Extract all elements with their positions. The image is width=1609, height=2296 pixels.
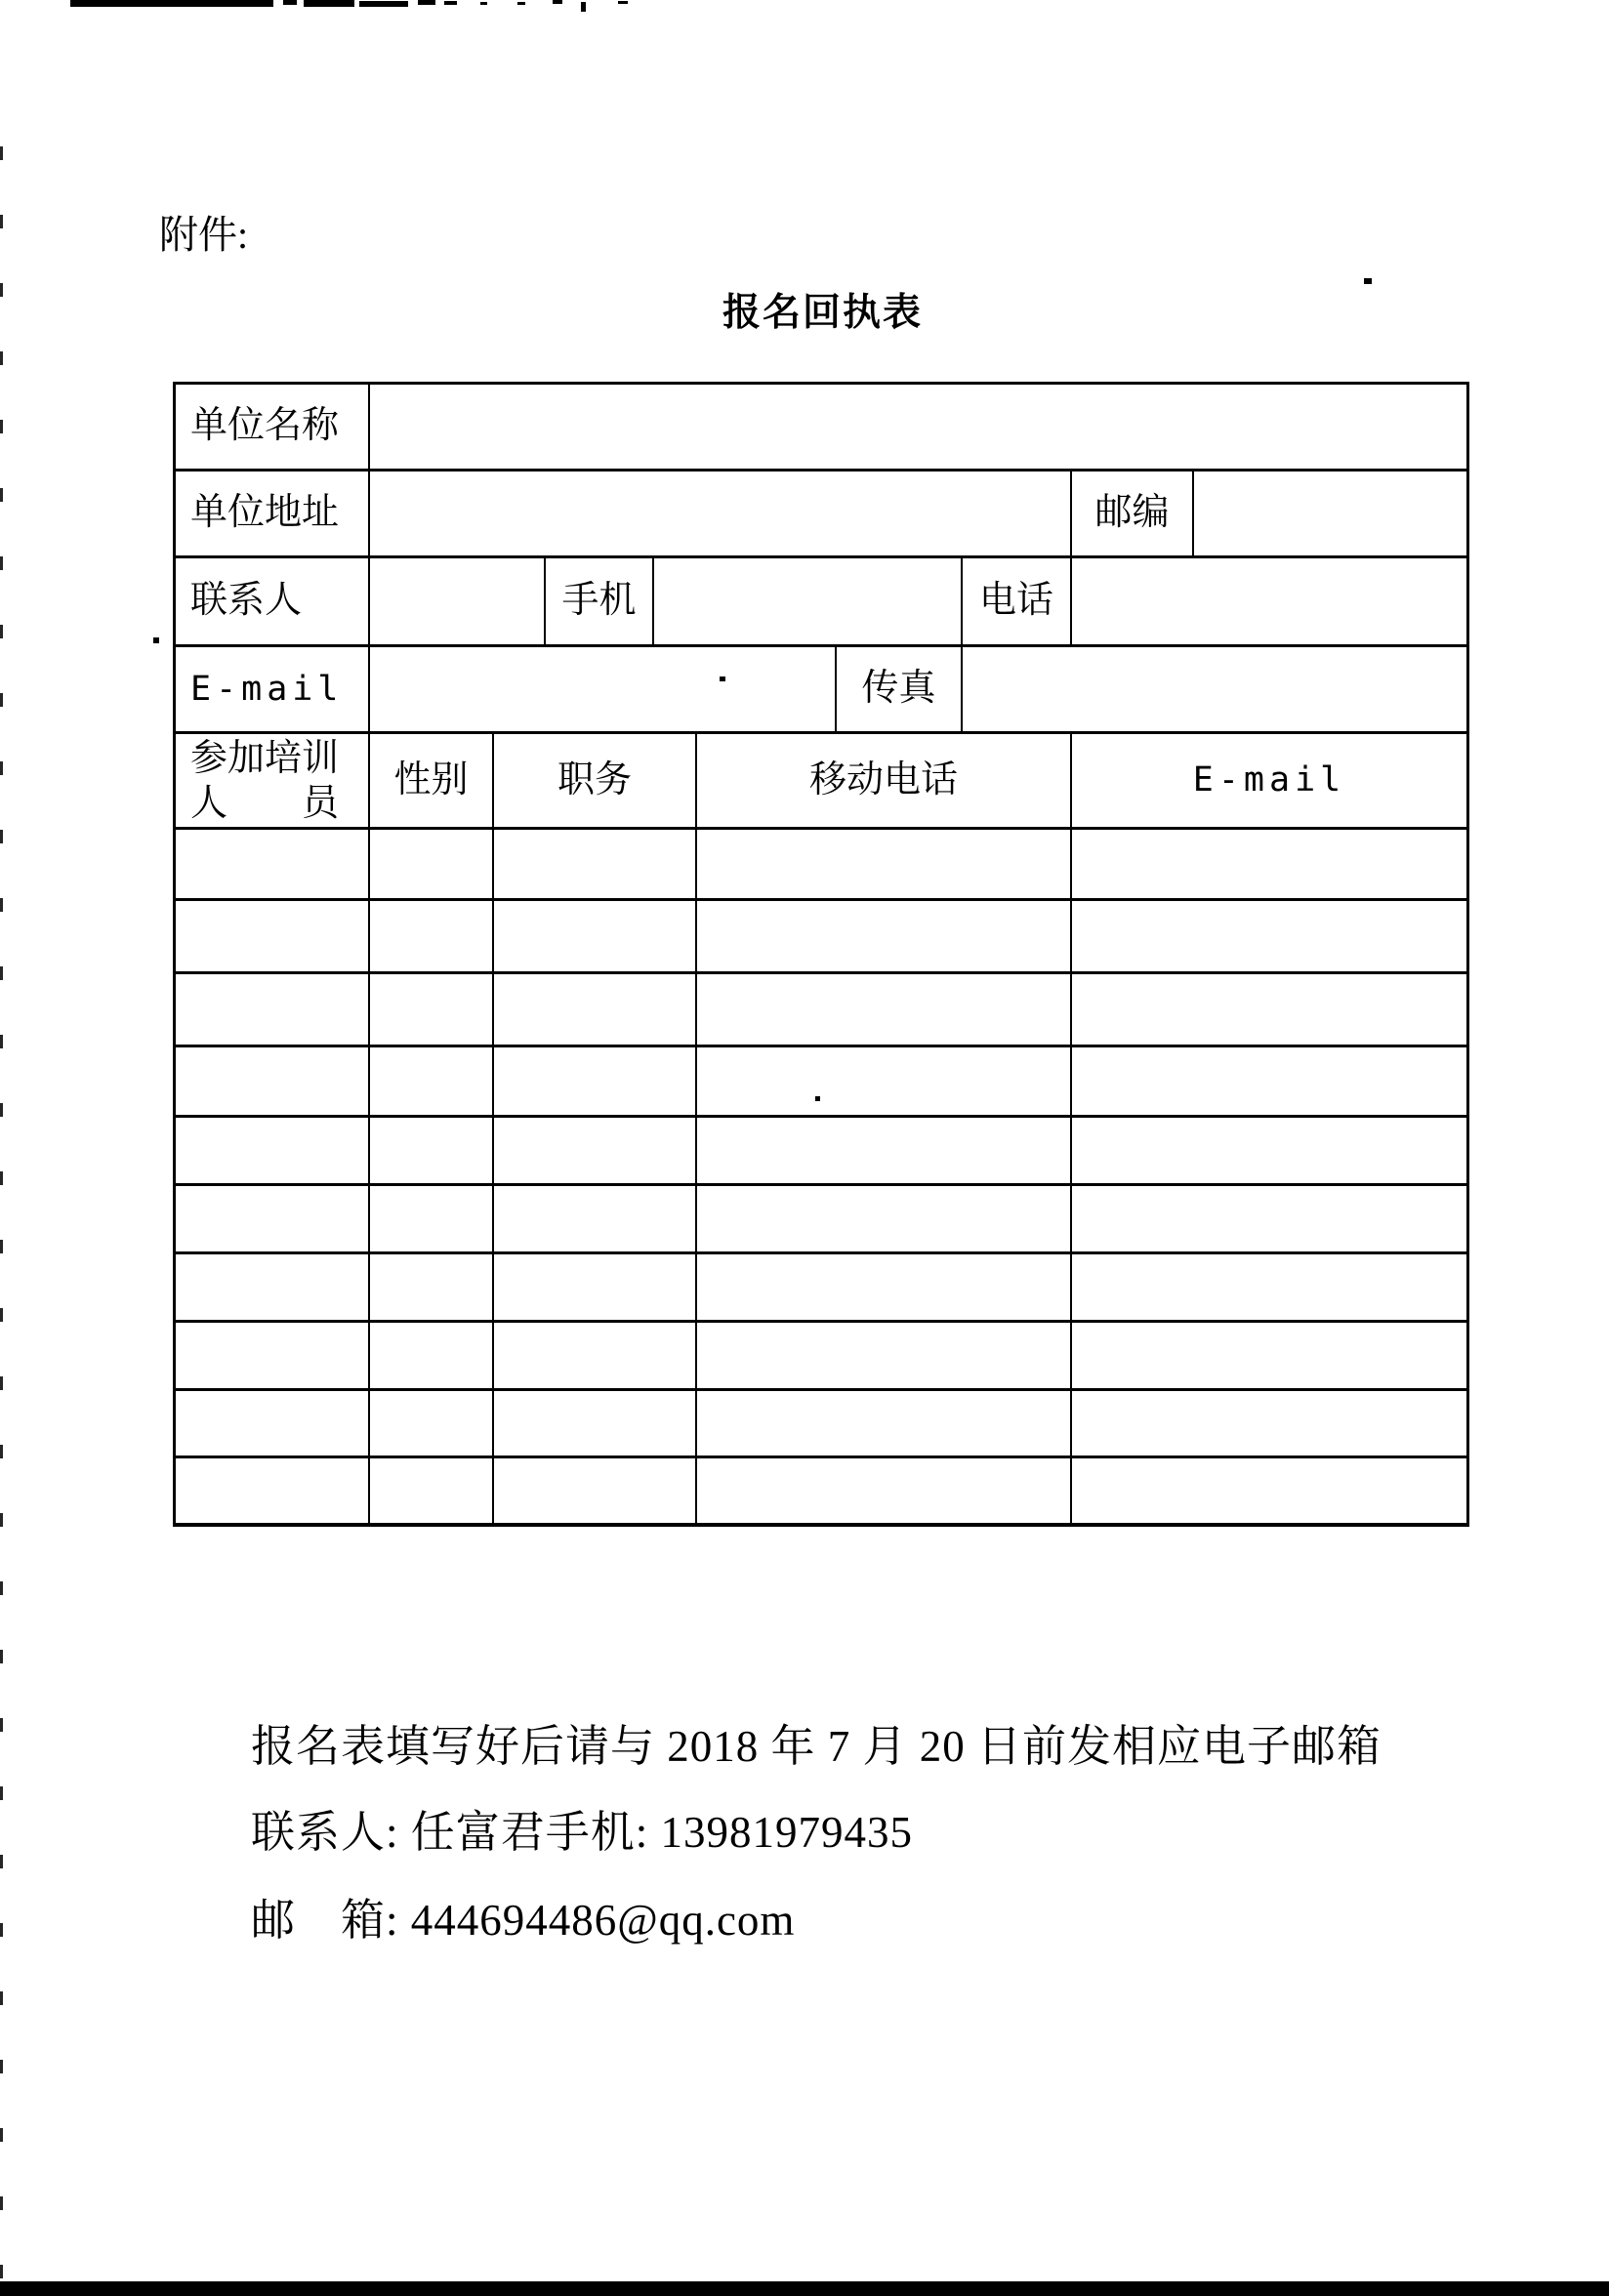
- data-row-3-col-5-cell: [1072, 974, 1469, 1047]
- scan-artifact-top-strip: [70, 0, 273, 7]
- data-row-8-col-3-cell: [494, 1323, 697, 1391]
- scan-artifact-top-dash: [444, 1, 457, 5]
- data-row-4-col-3-cell: [494, 1047, 697, 1118]
- fax-label: 传真: [837, 647, 963, 734]
- note-deadline: 报名表填写好后请与 2018 年 7 月 20 日前发相应电子邮箱: [251, 1722, 1382, 1771]
- contact-person-value: [370, 558, 546, 647]
- unit-name-value: [370, 385, 1469, 472]
- postal-code-value: [1194, 472, 1469, 558]
- scan-artifact-top-dash: [304, 0, 354, 7]
- scan-artifact-bottom-bar: [0, 2281, 1609, 2296]
- form-title: 报名回执表: [722, 292, 923, 334]
- registration-table: [173, 382, 1469, 1527]
- data-row-9-col-1-cell: [176, 1391, 370, 1458]
- participants-header: [176, 734, 370, 830]
- data-row-2-col-1-cell: [176, 901, 370, 974]
- data-row-4-col-5-cell: [1072, 1047, 1469, 1118]
- data-row-1-col-5-cell: [1072, 830, 1469, 901]
- note-email: 邮 箱: 444694486@qq.com: [251, 1896, 796, 1945]
- mobile-label: 手机: [546, 558, 654, 647]
- email-label: E-mail: [176, 647, 370, 734]
- data-row-5-col-5-cell: [1072, 1118, 1469, 1186]
- data-row-5-col-4-cell: [697, 1118, 1072, 1186]
- fax-value: [963, 647, 1469, 734]
- data-row-5-col-2-cell: [370, 1118, 494, 1186]
- data-row-7-col-2-cell: [370, 1254, 494, 1323]
- scan-artifact-top-dot: [517, 2, 525, 5]
- scan-artifact-top-dot: [480, 2, 487, 5]
- position-header: 职务: [494, 734, 697, 830]
- scan-artifact-top-dash: [283, 0, 297, 5]
- data-row-10-col-5-cell: [1072, 1458, 1469, 1527]
- unit-address-value: [370, 472, 1072, 558]
- phone-label: 电话: [963, 558, 1072, 647]
- mobile-phone-header: 移动电话: [697, 734, 1072, 830]
- data-row-1-col-4-cell: [697, 830, 1072, 901]
- unit-address-label: 单位地址: [176, 472, 370, 558]
- data-row-6-col-4-cell: [697, 1186, 1072, 1254]
- data-row-3-col-4-cell: [697, 974, 1072, 1047]
- data-row-10-col-4-cell: [697, 1458, 1072, 1527]
- contact-person-label: 联系人: [176, 558, 370, 647]
- data-row-8-col-1-cell: [176, 1323, 370, 1391]
- data-row-6-col-1-cell: [176, 1186, 370, 1254]
- unit-name-label: 单位名称: [176, 385, 370, 472]
- data-row-5-col-3-cell: [494, 1118, 697, 1186]
- phone-value: [1072, 558, 1469, 647]
- email-value: [370, 647, 837, 734]
- data-row-8-col-5-cell: [1072, 1323, 1469, 1391]
- data-row-9-col-4-cell: [697, 1391, 1072, 1458]
- participants-header-line1: 参加培训: [190, 737, 340, 779]
- data-row-8-col-2-cell: [370, 1323, 494, 1391]
- data-row-6-col-3-cell: [494, 1186, 697, 1254]
- data-row-9-col-3-cell: [494, 1391, 697, 1458]
- data-row-4-col-1-cell: [176, 1047, 370, 1118]
- data-row-4-col-4-cell: [697, 1047, 1072, 1118]
- participants-header-line2: 人 员: [190, 782, 340, 824]
- data-row-8-col-4-cell: [697, 1323, 1072, 1391]
- scan-speck: [153, 637, 159, 643]
- data-row-5-col-1-cell: [176, 1118, 370, 1186]
- data-row-10-col-2-cell: [370, 1458, 494, 1527]
- gender-header: 性别: [370, 734, 494, 830]
- scan-artifact-top-dash: [418, 0, 435, 5]
- data-row-2-col-4-cell: [697, 901, 1072, 974]
- data-row-4-col-2-cell: [370, 1047, 494, 1118]
- data-row-2-col-2-cell: [370, 901, 494, 974]
- scan-artifact-top-dot: [618, 1, 628, 4]
- data-row-6-col-2-cell: [370, 1186, 494, 1254]
- data-row-9-col-2-cell: [370, 1391, 494, 1458]
- data-row-7-col-4-cell: [697, 1254, 1072, 1323]
- data-row-6-col-5-cell: [1072, 1186, 1469, 1254]
- scan-artifact-top-dot: [553, 0, 562, 4]
- data-row-7-col-1-cell: [176, 1254, 370, 1323]
- data-row-1-col-3-cell: [494, 830, 697, 901]
- mobile-value: [654, 558, 963, 647]
- email-header: E-mail: [1072, 734, 1469, 830]
- data-row-7-col-3-cell: [494, 1254, 697, 1323]
- data-row-9-col-5-cell: [1072, 1391, 1469, 1458]
- note-contact: 联系人: 任富君手机: 13981979435: [251, 1808, 914, 1857]
- data-row-1-col-1-cell: [176, 830, 370, 901]
- scan-artifact-left-edge: [0, 146, 3, 2279]
- data-row-3-col-1-cell: [176, 974, 370, 1047]
- scan-artifact-top-dash: [359, 1, 408, 7]
- data-row-10-col-3-cell: [494, 1458, 697, 1527]
- postal-code-label: 邮编: [1072, 472, 1194, 558]
- data-row-10-col-1-cell: [176, 1458, 370, 1527]
- scan-artifact-top-comma: [581, 2, 586, 12]
- data-row-2-col-3-cell: [494, 901, 697, 974]
- data-row-7-col-5-cell: [1072, 1254, 1469, 1323]
- attachment-label: 附件:: [159, 213, 249, 257]
- data-row-3-col-3-cell: [494, 974, 697, 1047]
- data-row-1-col-2-cell: [370, 830, 494, 901]
- data-row-3-col-2-cell: [370, 974, 494, 1047]
- data-row-2-col-5-cell: [1072, 901, 1469, 974]
